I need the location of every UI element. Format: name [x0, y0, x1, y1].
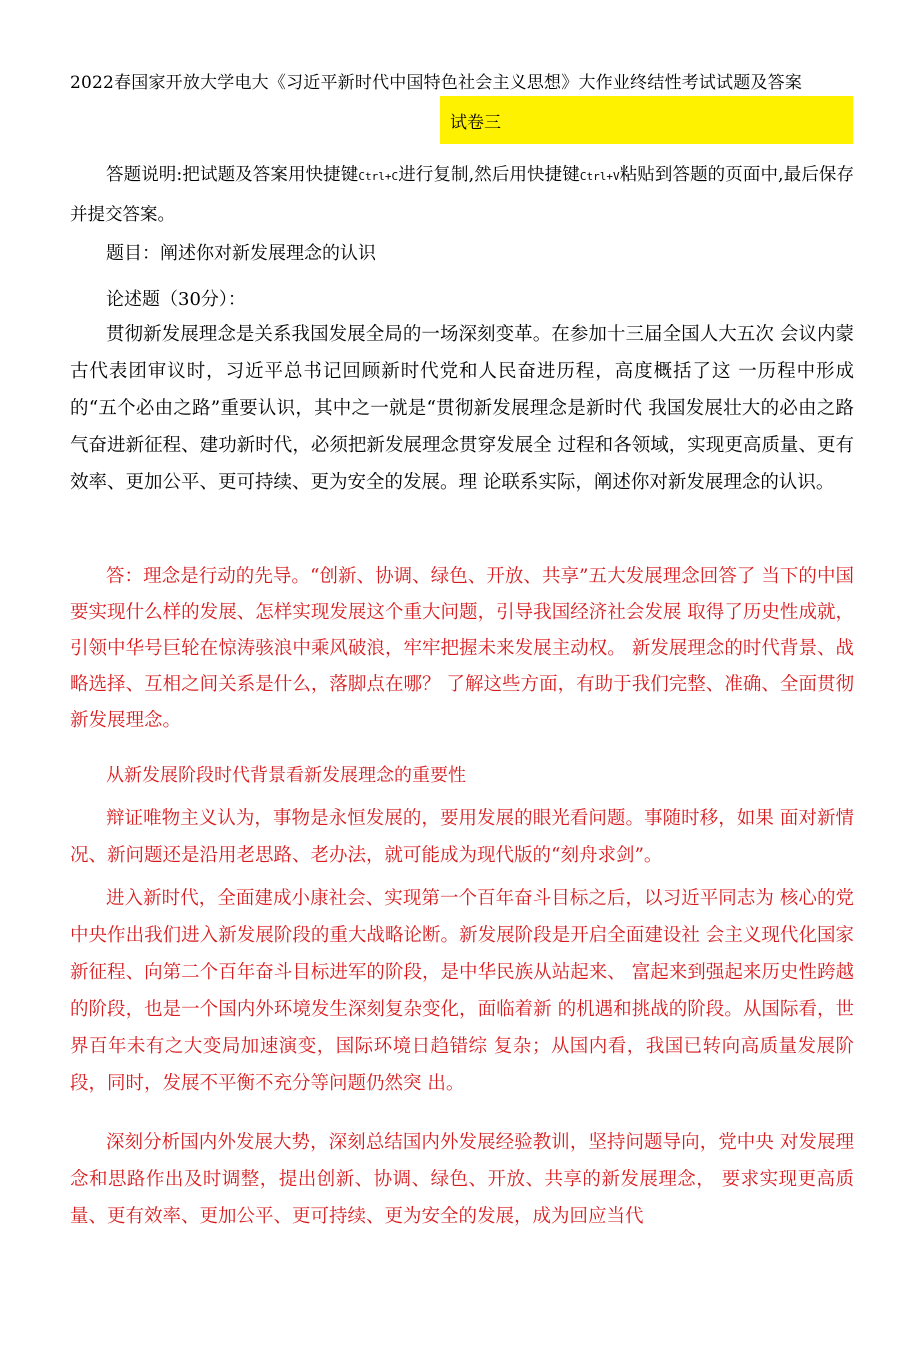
body-paragraph-3: 进入新时代，全面建成小康社会、实现第一个百年奋斗目标之后，以习近平同志为 核心的党中央作出我们进入新发展阶段的重大战略论断。新发展阶段是开启全面建设社 会主义现代化国家新征程、向第二个百年奋斗目标进军的阶段，是中华民族从站起来、 富起来到强起来历史性跨越的阶段，也是一个国内外环境发生深刻复杂变化，面临着新 的机遇和挑战的阶段。从国际看，世界百年未有之大变局加速演变，国际环境日趋错综 复杂；从国内看，我国已转向高质量发展阶段，同时，发展不平衡不充分等问题仍然突 出。	[70, 888, 854, 1094]
document-title: 2022春国家开放大学电大《习近平新时代中国特色社会主义思想》大作业终结性考试试题及答案	[70, 73, 803, 93]
answer-paragraph: 答：理念是行动的先导。“创新、协调、绿色、开放、共享”五大发展理念回答了 当下的中国要实现什么样的发展、怎样实现发展这个重大问题，引导我国经济社会发展 取得了历史性成就，引领中华号巨轮在惊涛骇浪中乘风破浪，牢牢把握未来发展主动权。 新发展理念的时代背景、战略选择、互相之间关系是什么，落脚点在哪？ 了解这些方面，有助于我们完整、准确、全面贯彻新发展理念。	[70, 566, 854, 731]
instructions-part1: 答题说明:把试题及答案用快捷键	[106, 165, 359, 185]
body-paragraph-4: 深刻分析国内外发展大势，深刻总结国内外发展经验教训，坚持问题导向，党中央 对发展理念和思路作出及时调整，提出创新、协调、绿色、开放、共享的新发展理念， 要求实现更高质量、更有效率、更加公平、更可持续、更为安全的发展，成为回应当代	[70, 1132, 854, 1227]
instructions-part2: 进行复制,然后用快捷键	[398, 165, 580, 185]
instructions	[70, 156, 854, 234]
subtitle-highlight	[440, 96, 853, 144]
document-subtitle: 试卷三	[450, 113, 501, 133]
instructions-part3: 粘贴到答题的页面中,最后保存并提交答案。	[70, 165, 855, 225]
section-heading: 从新发展阶段时代背景看新发展理念的重要性	[106, 765, 466, 786]
question-paragraph: 贯彻新发展理念是关系我国发展全局的一场深刻变革。在参加十三届全国人大五次 会议内蒙古代表团审议时，习近平总书记回顾新时代党和人民奋进历程，高度概括了这 一历程中形成的“五个必由之路”重要认识，其中之一就是“贯彻新发展理念是新时代 我国发展壮大的必由之路气奋进新征程、建功新时代，必须把新发展理念贯穿发展全 过程和各领域，实现更高质量、更有效率、更加公平、更可持续、更为安全的发展。理 论联系实际，阐述你对新发展理念的认识。	[70, 324, 854, 493]
body-paragraph-2: 辩证唯物主义认为，事物是永恒发展的，要用发展的眼光看问题。事随时移，如果 面对新情况、新问题还是沿用老思路、老办法，就可能成为现代版的“刻舟求剑”。	[70, 808, 854, 866]
shortcut-copy: Ctrl+C	[358, 170, 399, 183]
topic-line: 题目：阐述你对新发展理念的认识	[106, 243, 376, 264]
shortcut-paste: Ctrl+V	[579, 170, 620, 183]
essay-label: 论述题（30分）：	[106, 289, 246, 310]
